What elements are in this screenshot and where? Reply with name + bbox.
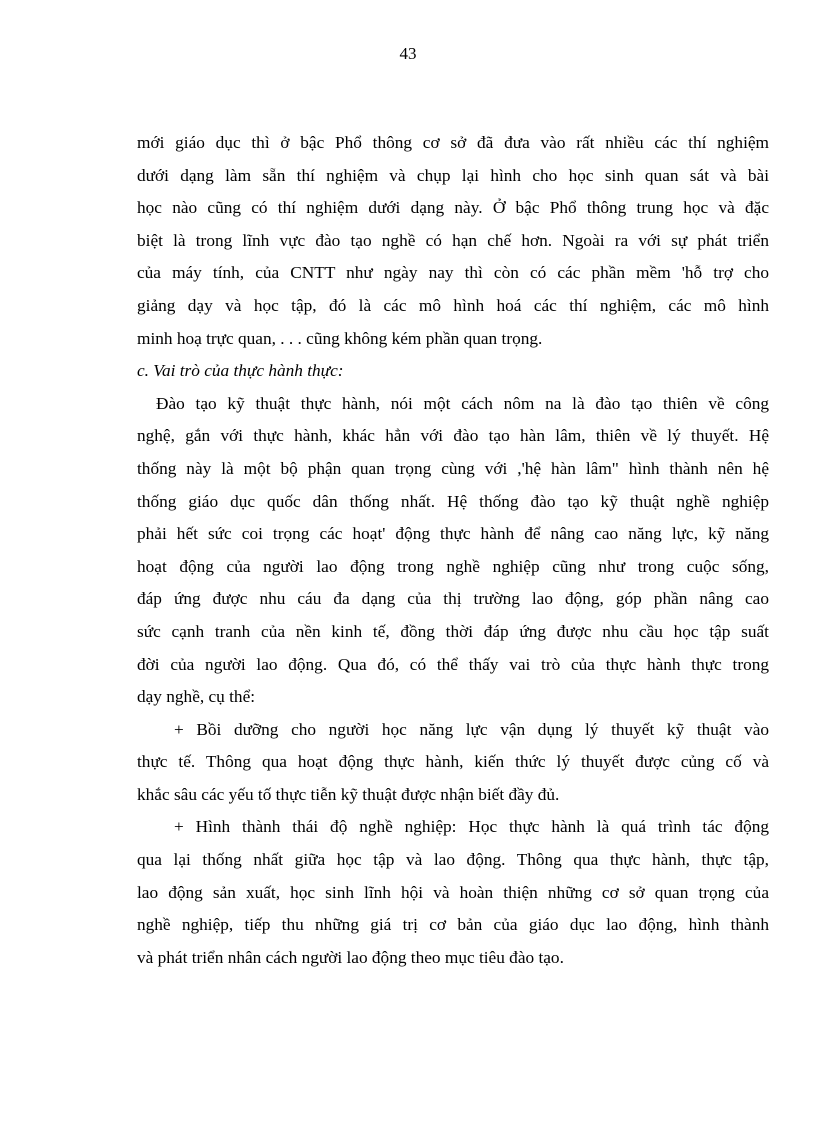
list-item-line: nghề nghiệp, tiếp thu những giá trị cơ bản của giáo dục lao động, hình thành (137, 915, 769, 935)
document-body (137, 127, 769, 974)
list-item-line: và phát triển nhân cách người lao động theo mục tiêu đào tạo. (137, 947, 564, 967)
paragraph-line: dưới dạng làm sẵn thí nghiệm và chụp lại hình cho học sinh quan sát và bài (137, 165, 769, 185)
list-item-line: qua lại thống nhất giữa học tập và lao động. Thông qua thực hành, thực tập, (137, 850, 769, 870)
page-number: 43 (399, 44, 417, 63)
list-item-line: thực tế. Thông qua hoạt động thực hành, kiến thức lý thuyết được củng cố và (137, 752, 769, 772)
paragraph-line: nghệ, gắn với thực hành, khác hẳn với đào tạo hàn lâm, thiên về lý thuyết. Hệ (137, 426, 769, 446)
paragraph-line: sức cạnh tranh của nền kinh tế, đồng thời đáp ứng được nhu cầu học tập suất (137, 621, 769, 641)
list-item-line: khắc sâu các yếu tố thực tiễn kỹ thuật được nhận biết đầy đủ. (137, 784, 560, 804)
paragraph-line: Đào tạo kỹ thuật thực hành, nói một cách nôm na là đào tạo thiên về công (156, 393, 769, 413)
paragraph-line: của máy tính, của CNTT như ngày nay thì còn có các phần mềm 'hỗ trợ cho (137, 263, 769, 283)
paragraph-line: phải hết sức coi trọng các hoạt' động thực hành để nâng cao năng lực, kỹ năng (137, 524, 769, 544)
paragraph-line: giảng dạy và học tập, đó là các mô hình hoá các thí nghiệm, các mô hình (137, 295, 769, 315)
paragraph-line: hoạt động của người lao động trong nghề nghiệp cũng như trong cuộc sống, (137, 556, 769, 576)
paragraph-line: biệt là trong lĩnh vực đào tạo nghề có hạn chế hơn. Ngoài ra với sự phát triển (137, 230, 769, 250)
paragraph-line: học nào cũng có thí nghiệm dưới dạng này. Ở bậc Phổ thông trung học và đặc (137, 198, 769, 218)
section-heading: c. Vai trò của thực hành thực: (137, 361, 344, 381)
paragraph-line: dạy nghề, cụ thể: (137, 687, 256, 707)
paragraph-line: minh hoạ trực quan, . . . cũng không kém phần quan trọng. (137, 328, 543, 348)
paragraph-line: thống này là một bộ phận quan trọng cùng với ,'hệ hàn lâm" hình thành nên hệ (137, 458, 769, 478)
list-item-line: + Bồi dưỡng cho người học năng lực vận dụng lý thuyết kỹ thuật vào (174, 719, 769, 739)
list-item-line: lao động sản xuất, học sinh lĩnh hội và hoàn thiện những cơ sở quan trọng của (137, 882, 769, 902)
paragraph-line: đời của người lao động. Qua đó, có thể thấy vai trò của thực hành thực trong (137, 654, 769, 674)
paragraph-line: mới giáo dục thì ở bậc Phổ thông cơ sở đã đưa vào rất nhiều các thí nghiệm (137, 133, 769, 152)
paragraph-line: thống giáo dục quốc dân thống nhất. Hệ thống đào tạo kỹ thuật nghề nghiệp (137, 491, 769, 511)
list-item-line: + Hình thành thái độ nghề nghiệp: Học thực hành là quá trình tác động (174, 817, 769, 837)
paragraph-line: đáp ứng được nhu cáu đa dạng của thị trường lao động, góp phần nâng cao (137, 589, 769, 609)
